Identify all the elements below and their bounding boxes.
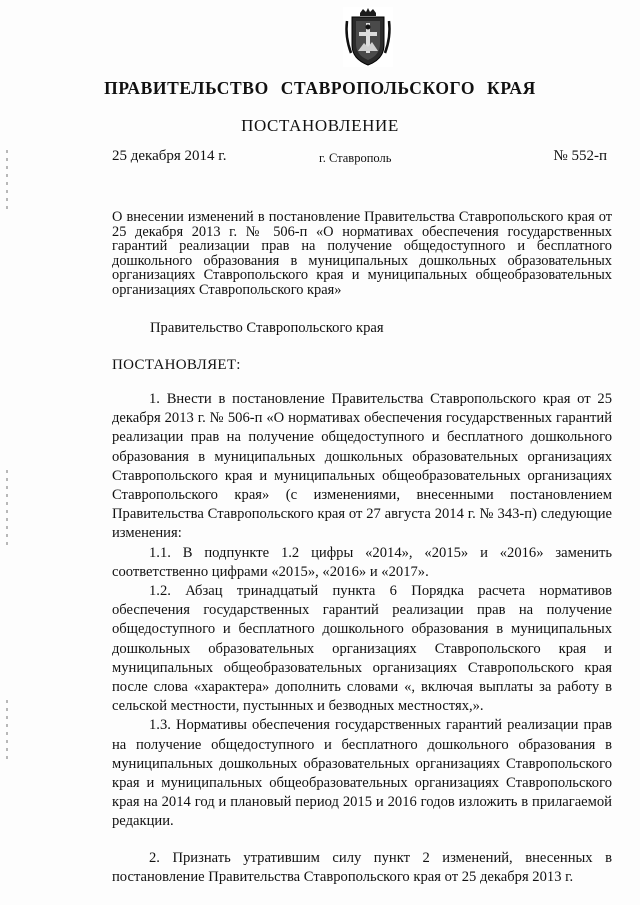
document-body [112,390,612,887]
scan-artifact [6,700,8,760]
scan-artifact [6,470,8,550]
paragraph-1-1: 1.1. В подпункте 1.2 цифры «2014», «2015» и «2016» заменить соответственно цифрами «2015», «2016» и «2017». [112,544,612,580]
coat-of-arms-icon [343,7,393,67]
document-city: г. Ставрополь [319,151,392,165]
paragraph-1-3: 1.3. Нормативы обеспечения государственных гарантий реализации прав на получение общедоступного и бесплатного дошкольного образования в муниципальных дошкольных образовательных организациях Ставропольского края и муниципальных общеобразовательных организациях Ставропольского края на 2014 год и плановый период 2015 и 2016 годов изложить в прилагаемой редакции. [112,717,612,830]
paragraph-2: 2. Признать утратившим силу пункт 2 изменений, внесенных в постановление Правительства Ставропольского края от 25 декабря 2013 г. [112,849,612,885]
document-title: О внесении изменений в постановление Правительства Ставропольского края от 25 декабря 2013 г. № 506-п «О нормативах обеспечения государственных гарантий реализации прав на получение общедоступного и бесплатного дошкольного образования в муниципальных дошкольных образовательных организациях Ставропольского края и муниципальных общеобразовательных организациях Ставропольского края» [112,209,612,298]
issuing-authority: Правительство Ставропольского края [150,320,384,336]
paragraph-1: 1. Внести в постановление Правительства Ставропольского края от 25 декабря 2013 г. № 506-п «О нормативах обеспечения государственных гарантий реализации прав на получение общедоступного и бесплатного дошкольного образования в муниципальных дошкольных образовательных организациях Ставропольского края и муниципальных общеобразовательных организациях Ставропольского края» (с изменениями, внесенными постановлением Правительства Ставропольского края от 27 августа 2014 г. № 343-п) следующие изменения: [112,391,612,542]
government-title: ПРАВИТЕЛЬСТВО СТАВРОПОЛЬСКОГО КРАЯ [104,78,536,98]
paragraph-1-2: 1.2. Абзац тринадцатый пункта 6 Порядка расчета нормативов обеспечения государственных гарантий реализации прав на получение общедоступного и бесплатного дошкольного образования в муниципальных дошкольных образовательных организациях Ставропольского края и муниципальных общеобразовательных организациях Ставропольского края после слова «характера» дополнить словами «, включая выплаты за работу в сельской местности, пустынных и безводных местностях,». [112,583,612,715]
scan-artifact [6,150,8,210]
decree-word: ПОСТАНОВЛЯЕТ: [112,357,241,373]
document-type: ПОСТАНОВЛЕНИЕ [241,116,399,135]
document-date: 25 декабря 2014 г. [112,148,227,164]
document-number: № 552-п [553,148,607,164]
